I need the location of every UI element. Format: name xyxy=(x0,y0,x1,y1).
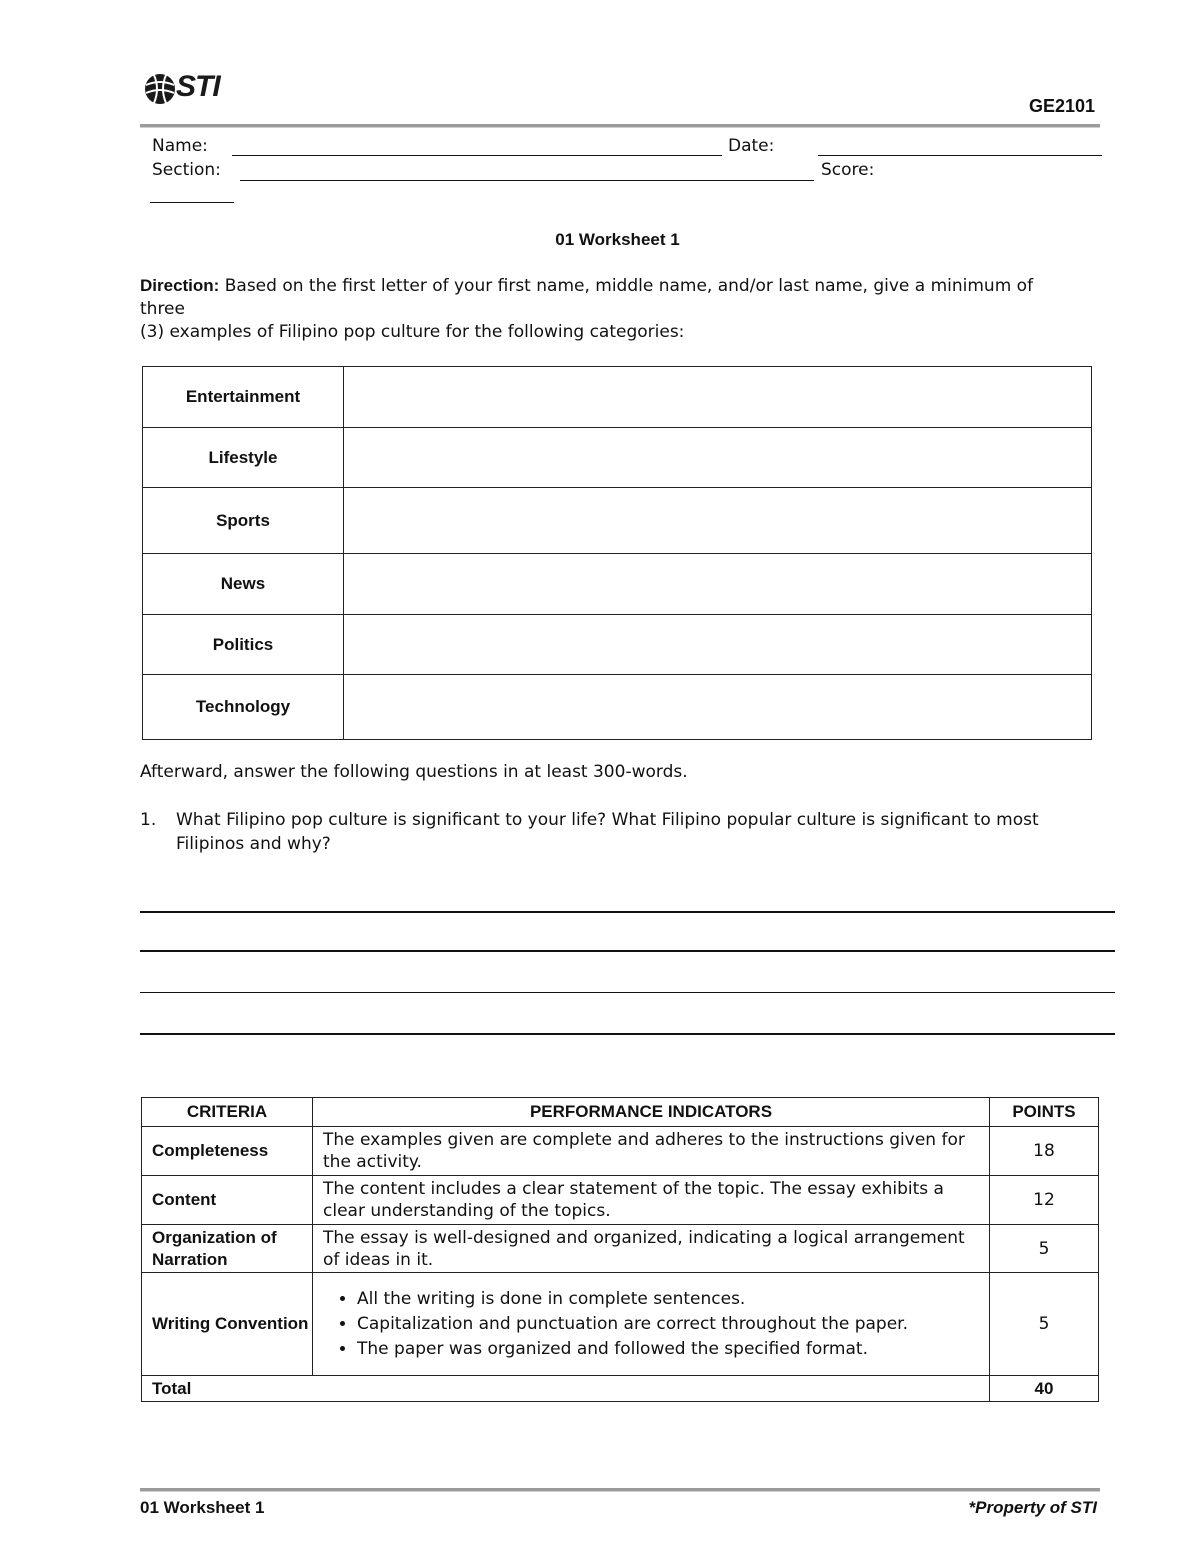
score-label: Score: xyxy=(821,160,875,180)
rubric-table xyxy=(141,1097,1099,1402)
rubric-points: 5 xyxy=(990,1225,1099,1273)
section-field[interactable] xyxy=(240,180,814,181)
footer-rule xyxy=(140,1488,1100,1491)
question-1 xyxy=(140,808,1110,856)
category-answer-cell[interactable] xyxy=(344,367,1092,428)
direction-text xyxy=(140,274,1060,344)
rubric-row xyxy=(142,1273,1099,1376)
category-answer-cell[interactable] xyxy=(344,554,1092,615)
logo-text: STI xyxy=(176,70,220,103)
answer-line[interactable] xyxy=(140,950,1115,952)
footer-property: *Property of STI xyxy=(968,1498,1097,1517)
category-answer-cell[interactable] xyxy=(344,675,1092,740)
rubric-points: 5 xyxy=(990,1273,1099,1376)
rubric-criteria: Organization of Narration xyxy=(142,1225,313,1273)
rubric-criteria: Content xyxy=(142,1176,313,1225)
rubric-row xyxy=(142,1127,1099,1176)
category-label: Politics xyxy=(143,615,344,675)
header-rule xyxy=(140,124,1100,127)
category-row xyxy=(143,615,1092,675)
rubric-points: 12 xyxy=(990,1176,1099,1225)
rubric-indicator: The examples given are complete and adheres to the instructions given for the activity. xyxy=(313,1127,990,1176)
categories-table xyxy=(142,366,1092,740)
rubric-header-criteria: CRITERIA xyxy=(142,1098,313,1127)
rubric-indicator xyxy=(313,1273,990,1376)
rubric-header-row xyxy=(142,1098,1099,1127)
rubric-bullet: • Capitalization and punctuation are correct throughout the paper. xyxy=(357,1313,979,1335)
rubric-row xyxy=(142,1176,1099,1225)
direction-line2: (3) examples of Filipino pop culture for the following categories: xyxy=(140,322,685,342)
category-label: Lifestyle xyxy=(143,428,344,488)
course-code: GE2101 xyxy=(1028,96,1095,116)
rubric-bullet: • The paper was organized and followed the specified format. xyxy=(357,1338,979,1360)
category-row xyxy=(143,554,1092,615)
question-number: 1. xyxy=(140,810,157,830)
category-row xyxy=(143,488,1092,554)
rubric-row xyxy=(142,1225,1099,1273)
score-field[interactable] xyxy=(150,202,234,203)
rubric-bullet: • All the writing is done in complete sentences. xyxy=(357,1288,979,1310)
rubric-total-points: 40 xyxy=(990,1376,1099,1402)
category-row xyxy=(143,367,1092,428)
worksheet-title: 01 Worksheet 1 xyxy=(555,230,680,249)
name-field[interactable] xyxy=(232,155,722,156)
answer-line[interactable] xyxy=(140,1033,1115,1035)
category-label: Entertainment xyxy=(143,367,344,428)
date-field[interactable] xyxy=(818,155,1102,156)
rubric-header-indicators: PERFORMANCE INDICATORS xyxy=(313,1098,990,1127)
category-label: Technology xyxy=(143,675,344,740)
answer-line[interactable] xyxy=(140,911,1115,913)
rubric-indicator: The content includes a clear statement of the topic. The essay exhibits a clear understanding of the topics. xyxy=(313,1176,990,1225)
afterward-text: Afterward, answer the following questions in at least 300-words. xyxy=(140,762,688,782)
rubric-points: 18 xyxy=(990,1127,1099,1176)
direction-label: Direction: xyxy=(140,276,220,295)
category-row xyxy=(143,675,1092,740)
direction-line1: Based on the first letter of your first name, middle name, and/or last name, give a minimum of three xyxy=(140,276,1034,319)
question-text: What Filipino pop culture is significant to your life? What Filipino popular culture is significant to most Filipinos and why? xyxy=(176,810,1039,854)
rubric-total-row xyxy=(142,1376,1099,1402)
rubric-indicator: The essay is well-designed and organized, indicating a logical arrangement of ideas in it. xyxy=(313,1225,990,1273)
name-label: Name: xyxy=(152,136,208,156)
category-label: Sports xyxy=(143,488,344,554)
rubric-criteria: Writing Convention xyxy=(142,1273,313,1376)
date-label: Date: xyxy=(728,136,775,156)
category-row xyxy=(143,428,1092,488)
rubric-total-label: Total xyxy=(142,1376,990,1402)
rubric-bullet-list xyxy=(323,1288,979,1360)
category-label: News xyxy=(143,554,344,615)
category-answer-cell[interactable] xyxy=(344,428,1092,488)
rubric-criteria: Completeness xyxy=(142,1127,313,1176)
rubric-header-points: POINTS xyxy=(990,1098,1099,1127)
category-answer-cell[interactable] xyxy=(344,488,1092,554)
footer-title: 01 Worksheet 1 xyxy=(140,1498,265,1517)
category-answer-cell[interactable] xyxy=(344,615,1092,675)
section-label: Section: xyxy=(152,160,221,180)
answer-line[interactable] xyxy=(140,992,1115,993)
